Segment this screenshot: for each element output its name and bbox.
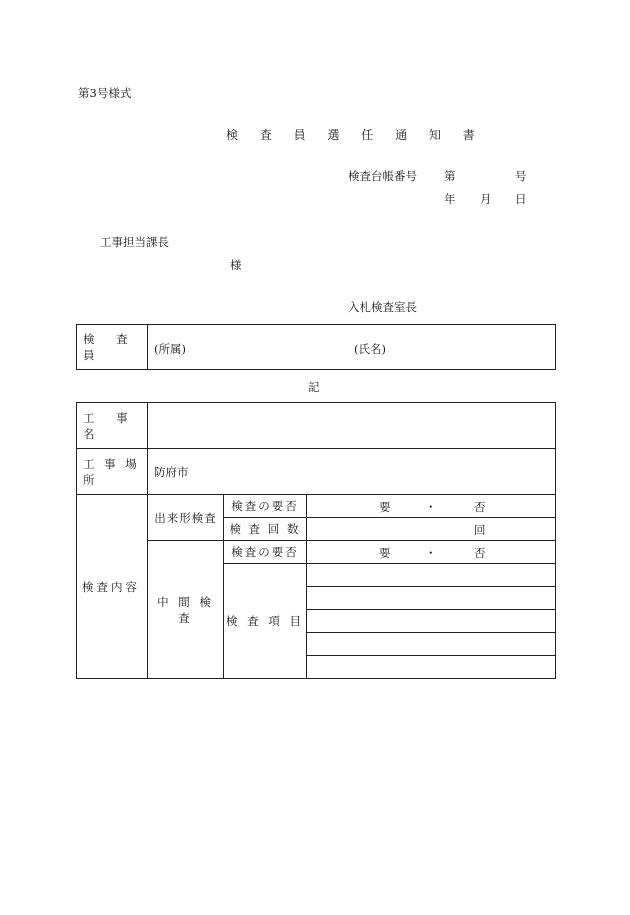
separator-dot: ・ bbox=[425, 546, 437, 560]
recipient-title: 工事担当課長 bbox=[100, 235, 169, 249]
details-table bbox=[76, 402, 556, 679]
form-number: 第3号様式 bbox=[78, 86, 132, 100]
inspector-table bbox=[76, 324, 556, 370]
inspection-item-row-1 bbox=[307, 564, 556, 587]
work-name-label: 工 事 名 bbox=[77, 403, 148, 449]
inspection-item-row-3 bbox=[307, 610, 556, 633]
register-dai: 第 bbox=[444, 169, 456, 183]
inspector-label: 検 査 員 bbox=[77, 325, 148, 370]
date-month: 月 bbox=[480, 192, 492, 206]
inspector-value-cell bbox=[148, 325, 556, 370]
inspection-item-row-2 bbox=[307, 587, 556, 610]
interim-necessity-label: 検査の要否 bbox=[224, 541, 307, 564]
times-text: 回 bbox=[474, 523, 486, 537]
register-go: 号 bbox=[515, 169, 527, 183]
date-year: 年 bbox=[444, 192, 456, 206]
location-value: 防府市 bbox=[148, 449, 556, 495]
document-title: 検 査 員 選 任 通 知 書 bbox=[226, 128, 484, 142]
inspection-count-value bbox=[307, 518, 556, 541]
name-label: (氏名) bbox=[354, 342, 386, 356]
required-text: 要 bbox=[379, 500, 391, 514]
interim-necessity-value bbox=[307, 541, 556, 564]
completion-necessity-value bbox=[307, 495, 556, 518]
inspection-item-row-4 bbox=[307, 633, 556, 656]
required-text: 要 bbox=[379, 546, 391, 560]
completion-necessity-label: 検査の要否 bbox=[224, 495, 307, 518]
inspection-items-label: 検 査 項 目 bbox=[224, 564, 307, 679]
not-required-text: 否 bbox=[474, 546, 486, 560]
inspection-item-row-5 bbox=[307, 656, 556, 679]
location-label: 工 事 場 所 bbox=[77, 449, 148, 495]
affiliation-label: (所属) bbox=[154, 342, 186, 356]
not-required-text: 否 bbox=[474, 500, 486, 514]
recipient-honorific: 様 bbox=[230, 258, 242, 272]
date-day: 日 bbox=[515, 192, 527, 206]
completion-inspection-label: 出来形検査 bbox=[148, 495, 224, 541]
inspection-content-label: 検査内容 bbox=[77, 495, 148, 679]
work-name-value bbox=[148, 403, 556, 449]
sender-title: 入札検査室長 bbox=[348, 300, 417, 314]
separator-dot: ・ bbox=[425, 500, 437, 514]
note-heading: 記 bbox=[308, 380, 320, 394]
inspection-count-label: 検 査 回 数 bbox=[224, 518, 307, 541]
register-number-label: 検査台帳番号 bbox=[348, 169, 417, 183]
interim-inspection-label: 中 間 検 査 bbox=[148, 541, 224, 679]
